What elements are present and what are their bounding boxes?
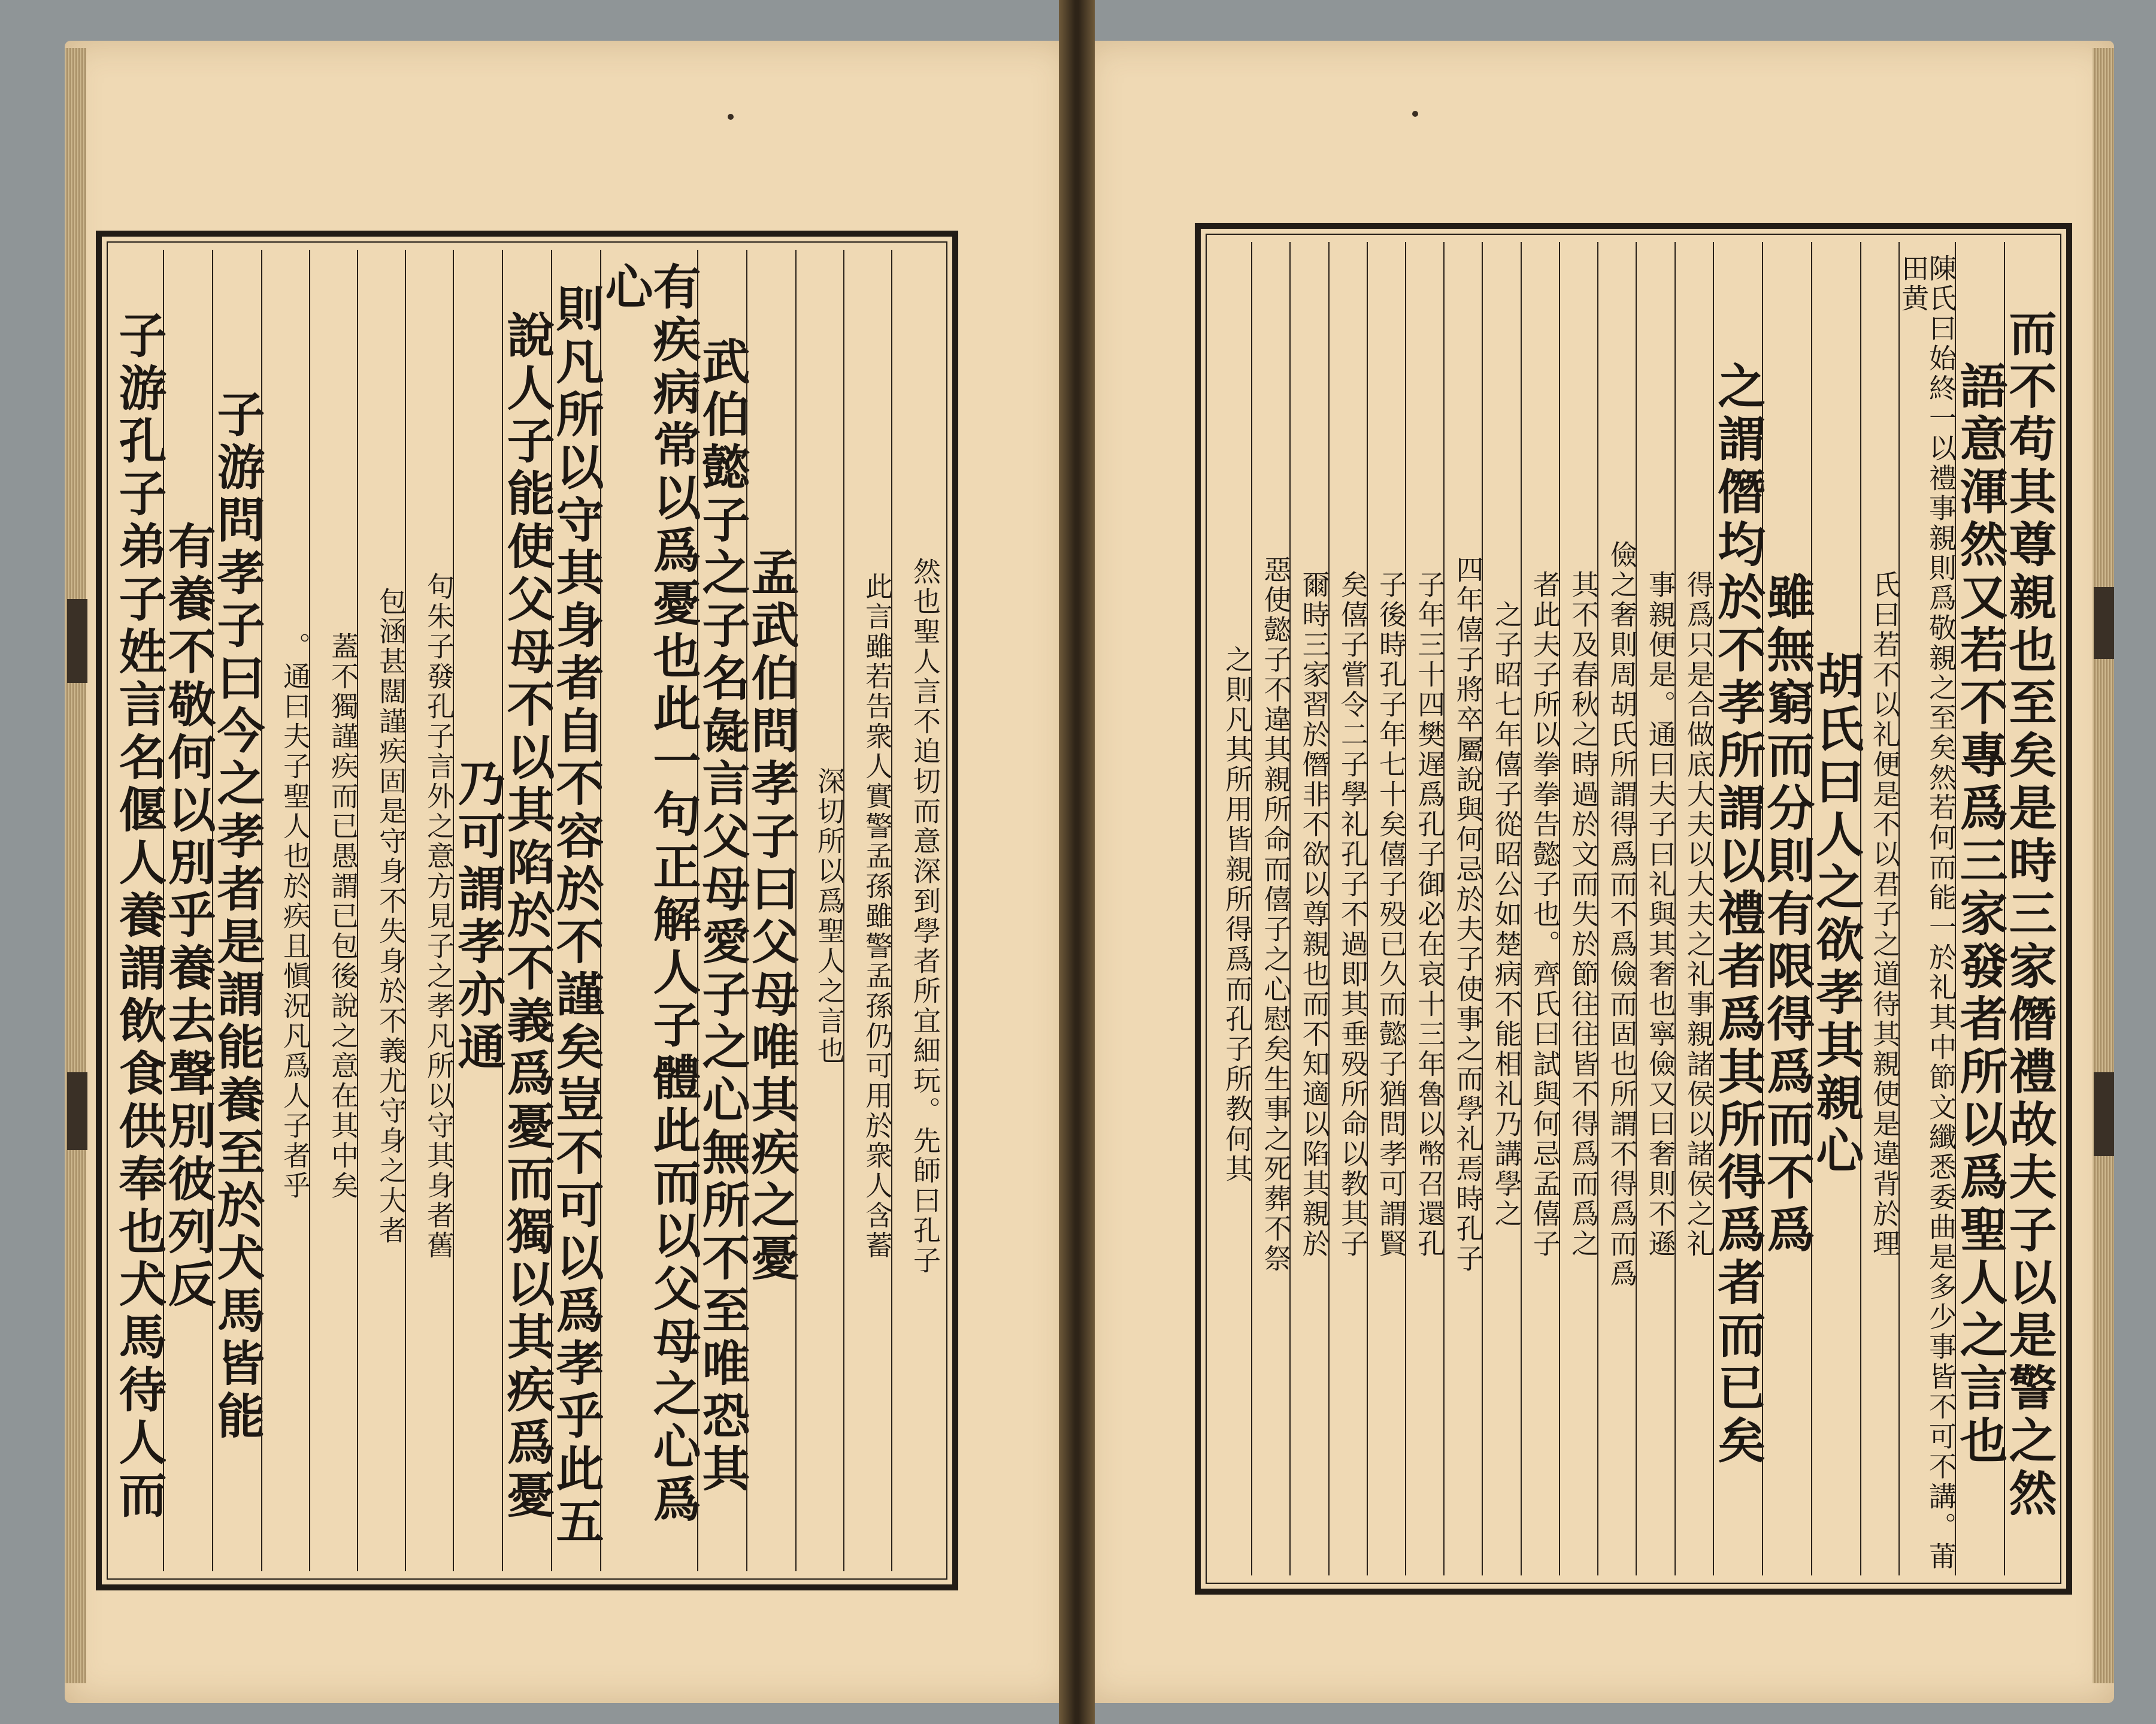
right-page-column: 氏曰若不以礼便是不以君子之道待其親使是違背於理 [1860, 242, 1898, 1575]
right-page-column: 之謂僭均於不孝所謂以禮者爲其所得爲者而已矣 [1713, 242, 1762, 1575]
right-page-column: 惡使懿子不違其親所命而僖子之心慰矣生事之死葬不祭 [1251, 242, 1289, 1575]
ink-spot [1412, 111, 1418, 117]
left-page-column: 乃可謂孝亦通 [453, 250, 502, 1571]
left-page-column: 有養不敬何以別乎養去聲別彼列反 [163, 250, 212, 1571]
left-page-column: 。通曰夫子聖人也於疾且愼況凡爲人子者乎 [261, 250, 309, 1571]
right-page-column: 之子昭七年僖子從昭公如楚病不能相礼乃講學之 [1482, 242, 1520, 1575]
left-page-column: 然也聖人言不迫切而意深到學者所宜細玩。先師曰孔子 [891, 250, 939, 1571]
left-edge-tab [67, 599, 87, 683]
left-page-column: 此言雖若告衆人實警孟孫雖警孟孫仍可用於衆人含蓄 [843, 250, 891, 1571]
right-text-frame [1195, 223, 2072, 1595]
left-page-column: 子游問孝子曰今之孝者是謂能養至於犬馬皆能 [212, 250, 261, 1571]
right-page-column: 雖無窮而分則有限得爲而不爲 [1762, 242, 1811, 1575]
left-columns [111, 250, 941, 1571]
right-page-column: 子後時孔子年七十矣僖子殁已久而懿子猶問孝可謂賢 [1367, 242, 1405, 1575]
left-text-frame [96, 231, 958, 1590]
left-page-edge [65, 48, 86, 1683]
left-edge-tab [67, 1072, 87, 1150]
right-page-column: 而不苟其尊親也至矣是時三家僭禮故夫子以是警之然 [2004, 242, 2053, 1575]
left-page-column: 蓋不獨謹疾而已愚謂已包後說之意在其中矣 [309, 250, 357, 1571]
ink-spot [728, 114, 734, 120]
right-edge-tab [2094, 587, 2114, 659]
right-page-column: 爾時三家習於僭非不欲以尊親也而不知適以陷其親於 [1289, 242, 1328, 1575]
right-edge-tab [2094, 1072, 2114, 1156]
right-page-column: 儉之奢則周胡氏所謂得爲而不爲儉而固也所謂不得爲而爲 [1597, 242, 1636, 1575]
left-page-column: 句朱子發孔子言外之意方見子之孝凡所以守其身者舊 [405, 250, 453, 1571]
left-page-column: 孟武伯問孝子曰父母唯其疾之憂 [746, 250, 795, 1571]
right-page-column: 矣僖子嘗令二子學礼孔子不過即其垂殁所命以教其子 [1328, 242, 1367, 1575]
right-page-column: 語意渾然又若不專爲三家發者所以爲聖人之言也 [1955, 242, 2004, 1575]
left-page-column: 武伯懿子之子名彘言父母愛子之心無所不至唯恐其 [697, 250, 746, 1571]
right-page-column: 四年僖子將卒屬說與何忌於夫子使事之而學礼焉時孔子 [1443, 242, 1482, 1575]
book-gutter [1059, 0, 1095, 1724]
left-page-column: 有疾病常以爲憂也此一句正解人子體此而以父母之心爲心 [600, 250, 697, 1571]
left-page-column: 深切所以爲聖人之言也 [795, 250, 843, 1571]
right-page-column: 事親便是。通曰夫子曰礼與其奢也寧儉又曰奢則不遜 [1636, 242, 1674, 1575]
right-columns [1214, 242, 2057, 1575]
right-page-column: 之則凡其所用皆親所得爲而孔子所教何其 [1221, 645, 1254, 1184]
right-page-edge [2093, 48, 2114, 1683]
right-page-column: 陳氏曰始終一以禮事親則爲敬親之至矣然若何而能一於礼其中節文纖悉委曲是多少事皆不可不講。莆田黄 [1898, 242, 1955, 1575]
left-page-column: 子游孔子弟子姓言名偃人養謂飲食供奉也犬馬待人而 [111, 310, 167, 1523]
left-page-column: 包涵甚闊謹疾固是守身不失身於不義尤守身之大者 [357, 250, 405, 1571]
right-page-column: 得爲只是合做底大夫以大夫之礼事親諸侯以諸侯之礼 [1674, 242, 1713, 1575]
left-page-column: 則凡所以守其身者自不容於不謹矣豈不可以爲孝乎此五 [551, 250, 600, 1571]
left-page-column: 說人子能使父母不以其陷於不義爲憂而獨以其疾爲憂 [502, 250, 551, 1571]
right-page-column: 者此夫子所以拳拳告懿子也。齊氏曰試與何忌孟僖子 [1521, 242, 1559, 1575]
right-page-column: 其不及春秋之時過於文而失於節往往皆不得爲而爲之 [1559, 242, 1597, 1575]
right-page-column: 子年三十四樊遅爲孔子御必在哀十三年魯以幣召還孔 [1405, 242, 1443, 1575]
right-page-column: 胡氏曰人之欲孝其親心 [1811, 242, 1860, 1575]
